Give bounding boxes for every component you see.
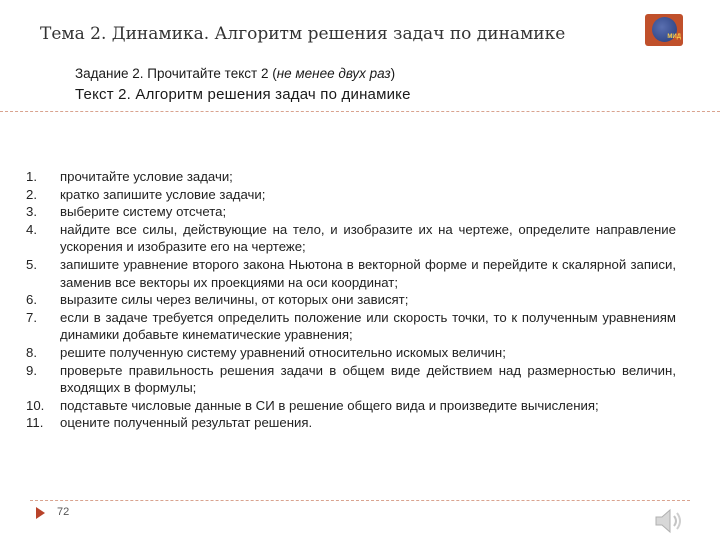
- page-number: 72: [57, 506, 70, 518]
- step-text: выразите силы через величины, от которых они зависят;: [60, 292, 409, 308]
- step-number: 8.: [26, 344, 37, 360]
- step-number: 5.: [26, 256, 37, 272]
- step-text: выберите систему отсчета;: [60, 204, 227, 220]
- speaker-icon[interactable]: [652, 505, 692, 537]
- slide-title: Тема 2. Динамика. Алгоритм решения задач по динамике: [40, 24, 566, 44]
- step-text: подставьте числовые данные в СИ в решение общего вида и произведите вычисления;: [60, 397, 599, 413]
- list-item: [26, 203, 676, 221]
- step-number: 9.: [26, 362, 37, 378]
- step-number: 10.: [26, 397, 45, 413]
- logo: [645, 14, 683, 46]
- list-item: [26, 186, 676, 204]
- step-number: 3.: [26, 204, 37, 220]
- step-text: запишите уравнение второго закона Ньютона в векторной форме и перейдите к скалярной записи, заменив все векторы их проекциями на оси координат;: [60, 256, 676, 290]
- step-text: кратко запишите условие задачи;: [60, 186, 266, 202]
- step-text: проверьте правильность решения задачи в общем виде действием над размерностью величин, входящих в формулы;: [60, 362, 676, 396]
- list-item: [26, 362, 676, 397]
- task-instruction: [75, 66, 395, 81]
- step-number: 11.: [26, 415, 44, 431]
- task-suffix: ): [390, 66, 396, 81]
- step-number: 2.: [26, 186, 37, 202]
- header-divider: [0, 111, 720, 112]
- step-text: прочитайте условие задачи;: [60, 169, 233, 184]
- list-item: [26, 168, 676, 186]
- task-emphasis: не менее двух раз: [276, 66, 391, 81]
- step-text: решите полученную систему уравнений относительно искомых величин;: [60, 344, 506, 360]
- step-number: 6.: [26, 292, 37, 308]
- list-item: [26, 397, 676, 415]
- list-item: [26, 256, 676, 291]
- list-item: [26, 221, 676, 256]
- footer-divider: [30, 500, 690, 501]
- list-item: [26, 309, 676, 344]
- text-heading: Текст 2. Алгоритм решения задач по динамике: [75, 86, 411, 103]
- logo-text: МИД: [667, 34, 681, 40]
- step-number: 4.: [26, 221, 37, 237]
- task-prefix: Задание 2. Прочитайте текст 2 (: [75, 66, 277, 81]
- step-number: 1.: [26, 169, 37, 184]
- algorithm-steps: [26, 168, 676, 432]
- step-text: если в задаче требуется определить положение или скорость точки, то к полученным уравнениям динамики добавьте кинематические уравнения;: [60, 309, 676, 343]
- list-item: [26, 414, 676, 432]
- play-arrow-icon[interactable]: [36, 507, 45, 519]
- list-item: [26, 344, 676, 362]
- step-number: 7.: [26, 309, 37, 325]
- step-text: оцените полученный результат решения.: [60, 415, 313, 431]
- step-text: найдите все силы, действующие на тело, и изобразите их на чертеже, определите направление ускорения и изобразите его на чертеже;: [60, 221, 676, 255]
- list-item: [26, 291, 676, 309]
